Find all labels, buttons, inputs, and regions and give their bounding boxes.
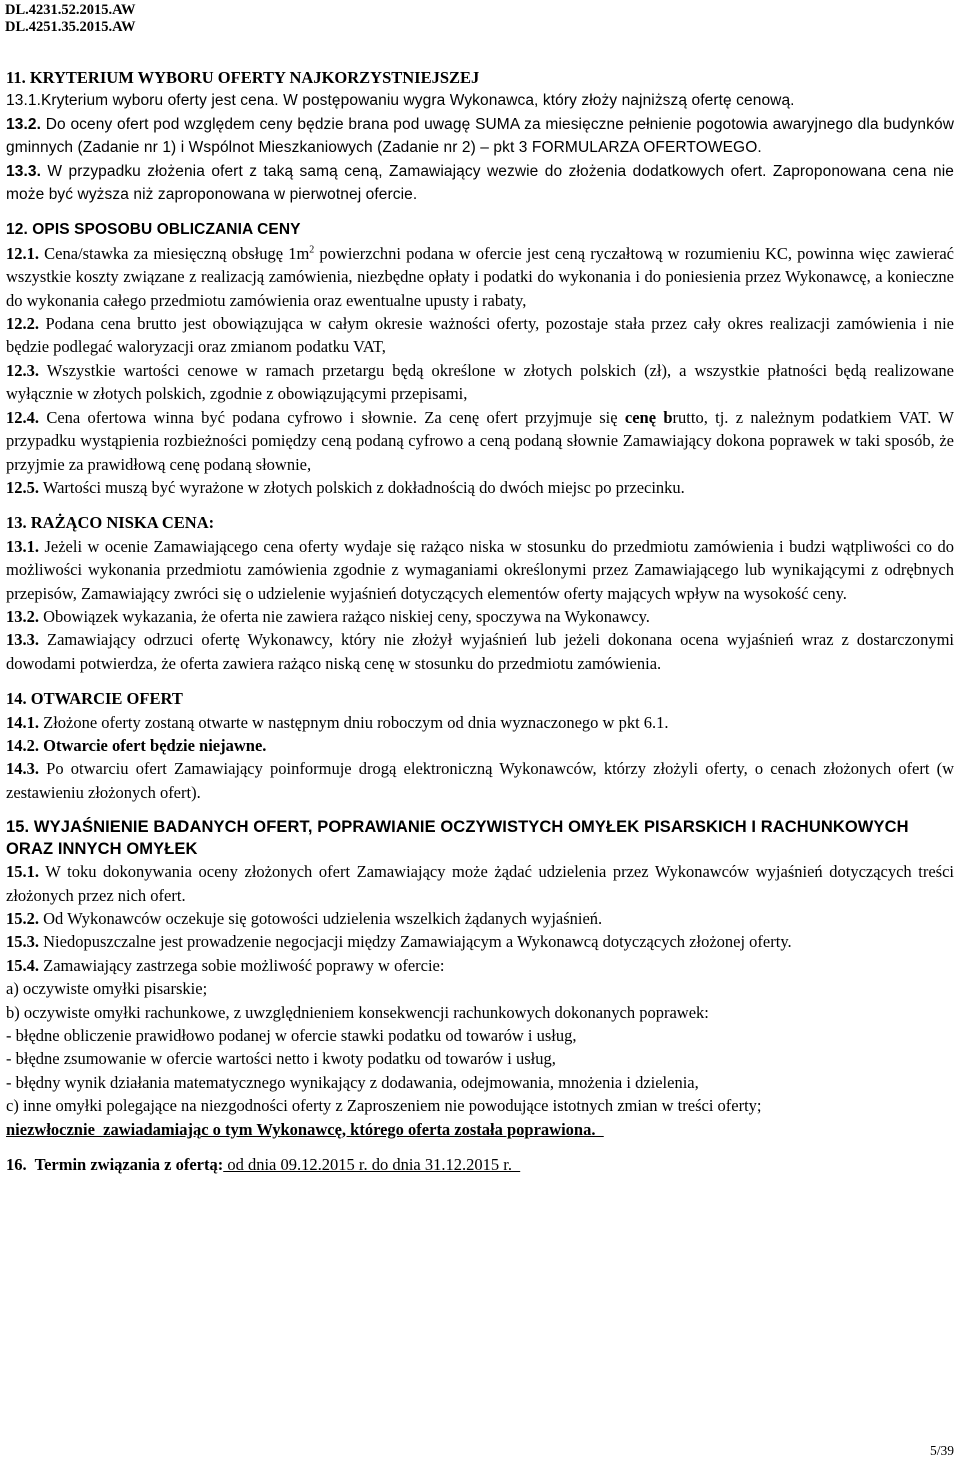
paragraph-number: 14.2. xyxy=(6,735,39,755)
section-14-title: 14. OTWARCIE OFERT xyxy=(6,689,183,709)
section-13-paragraph-3 xyxy=(6,628,954,675)
paragraph-text: Podana cena brutto jest obowiązująca w całym okresie ważności oferty, pozostaje stała przez cały okres realizacji zamówienia i nie będzie podlegać waloryzacji oraz zmianom podatku VAT, xyxy=(6,314,954,357)
paragraph-text: Wartości muszą być wyrażone w złotych polskich z dokładnością do dwóch miejsc po przecinku. xyxy=(39,477,685,497)
reference-number-1: DL.4231.52.2015.AW xyxy=(5,2,136,18)
paragraph-number: 13.2. xyxy=(6,606,39,626)
section-12-paragraph-2 xyxy=(6,312,954,359)
section-15-paragraph-3 xyxy=(6,930,954,953)
paragraph-number: 15.1. xyxy=(6,862,39,882)
paragraph-text: Niedopuszczalne jest prowadzenie negocjacji między Zamawiającym a Wykonawcą dotyczących złożonej oferty. xyxy=(39,932,792,952)
reference-numbers xyxy=(5,2,136,36)
paragraph-text: rutto, tj. z należnym podatkiem VAT. W przypadku wystąpienia rozbieżności pomiędzy ceną podaną cyfrowo a ceną podaną słownie Zamawiający dokona poprawek w taki sposób, że przyjmie za prawidłową cenę podaną słownie, xyxy=(6,407,954,474)
section-11-paragraph-3 xyxy=(6,160,954,207)
list-item: a) oczywiste omyłki pisarskie; xyxy=(6,979,208,999)
paragraph-text: Do oceny ofert pod względem ceny będzie brana pod uwagę SUMA za miesięczne pełnienie pogotowia awaryjnego dla budynków gminnych (Zadanie nr 1) i Wspólnot Mieszkaniowych (Zadanie nr 2) – pkt 3 FORMULARZA OFERTOWEGO. xyxy=(6,115,954,157)
section-13-paragraph-2 xyxy=(6,605,954,628)
paragraph-text: Wszystkie wartości cenowe w ramach przetargu będą określone w złotych polskich (zł), a wszystkie płatności będą realizowane wyłącznie w złotych polskich, zgodnie z obowiązującymi przepisami, xyxy=(6,360,954,404)
paragraph-text: Jeżeli w ocenie Zamawiającego cena oferty wydaje się rażąco niska w stosunku do przedmiotu zamówienia i budzi wątpliwości co do możliwości wykonania przedmiotu zamówienia zgodnie z wymaganiami określonymi przez Zamawiającego lub wynikającymi z odrębnych przepisów, Zamawiający zwróci się o udzielenie wyjaśnień dotyczących elementów oferty mających wpływ na wysokość ceny. xyxy=(6,536,954,603)
paragraph-number: 13.3. xyxy=(6,630,39,650)
section-12-paragraph-3 xyxy=(6,359,954,406)
section-11-paragraph-2 xyxy=(6,113,954,160)
paragraph-number: 15.2. xyxy=(6,909,39,928)
paragraph-text: Zamawiający zastrzega sobie możliwość poprawy w ofercie: xyxy=(39,955,445,975)
paragraph-text: Obowiązek wykazania, że oferta nie zawiera rażąco niskiej ceny, spoczywa na Wykonawcy. xyxy=(39,606,650,626)
section-15-paragraph-4 xyxy=(6,954,954,977)
paragraph-text: Po otwarciu ofert Zamawiający poinformuje drogą elektroniczną Wykonawców, którzy złożyli oferty, o cenach złożonych ofert (w zestawieniu złożonych ofert). xyxy=(6,759,954,802)
section-12-paragraph-5 xyxy=(6,476,954,499)
paragraph-text: Od Wykonawców oczekuje się gotowości udzielenia wszelkich żądanych wyjaśnień. xyxy=(39,909,603,928)
paragraph-text: Cena ofertowa winna być podana cyfrowo i słownie. Za cenę ofert przyjmuje się xyxy=(39,407,625,427)
section-14-paragraph-2 xyxy=(6,734,954,757)
paragraph-text: Złożone oferty zostaną otwarte w następnym dniu roboczym od dnia wyznaczonego w pkt 6.1. xyxy=(39,712,669,732)
paragraph-number: 12.1. xyxy=(6,243,39,263)
paragraph-text: W toku dokonywania oceny złożonych ofert Zamawiający może żądać udzielenia przez Wykonawców wyjaśnień dotyczących treści złożonych przez nich ofert. xyxy=(6,862,954,905)
paragraph-text: Zamawiający odrzuci ofertę Wykonawcy, który nie złożył wyjaśnień lub jeżeli dokonana ocena wyjaśnień wraz z dostarczonymi dowodami potwierdza, że oferta zawiera rażąco niską cenę w stosunku do przedmiotu zamówienia. xyxy=(6,630,954,673)
list-item: - błędny wynik działania matematycznego wynikający z dodawania, odejmowania, mnożenia i dzielenia, xyxy=(6,1072,699,1092)
paragraph-number: 14.1. xyxy=(6,712,39,732)
document-body xyxy=(6,66,954,1176)
paragraph-number: 12.4. xyxy=(6,407,39,427)
paragraph-text: Otwarcie ofert będzie niejawne. xyxy=(39,735,267,755)
paragraph-text: powierzchni podana w ofercie jest ceną ryczałtową w rozumieniu KC, powinna więc zawierać wszystkie koszty związane z realizacją zamówienia, niezbędne opłaty i podatki do wykonania i do poniesienia przez Wykonawcę, a konieczne do wykonania całego przedmiotu zamówienia oraz ewentualne upusty i rabaty, xyxy=(6,243,954,310)
list-item: - błędne zsumowanie w ofercie wartości netto i kwoty podatku od towarów i usług, xyxy=(6,1049,556,1069)
paragraph-number: 12.2. xyxy=(6,314,39,334)
reference-number-2: DL.4251.35.2015.AW xyxy=(5,19,136,35)
section-13-paragraph-1 xyxy=(6,535,954,605)
binding-period-label: 16. Termin związania z ofertą: xyxy=(6,1155,224,1175)
section-14-paragraph-3 xyxy=(6,757,954,804)
paragraph-number: 15.3. xyxy=(6,932,39,952)
section-11-paragraph-1: 13.1.Kryterium wyboru oferty jest cena. W postępowaniu wygra Wykonawca, który złoży najniższą ofertę cenową. xyxy=(6,92,795,110)
section-11-title: 11. KRYTERIUM WYBORU OFERTY NAJKORZYSTNIEJSZEJ xyxy=(6,68,480,87)
correction-notice: niezwłocznie zawiadamiając o tym Wykonawcę, którego oferta została poprawiona. xyxy=(6,1119,604,1139)
list-item: - błędne obliczenie prawidłowo podanej w ofercie stawki podatku od towarów i usług, xyxy=(6,1026,577,1046)
section-12-paragraph-4 xyxy=(6,406,954,476)
section-16-binding-period xyxy=(6,1153,954,1176)
paragraph-text: W przypadku złożenia ofert z taką samą ceną, Zamawiający wezwie do złożenia dodatkowych ofert. Zaproponowana cena nie może być wyższa niż zaproponowana w pierwotnej ofercie. xyxy=(6,162,954,204)
paragraph-number: 15.4. xyxy=(6,955,39,975)
paragraph-number: 13.2. xyxy=(6,115,41,133)
paragraph-text: Cena/stawka za miesięczną obsługę 1m xyxy=(39,243,310,263)
page-number: 5/39 xyxy=(929,1443,954,1458)
paragraph-number: 13.3. xyxy=(6,162,41,180)
section-12-title: 12. OPIS SPOSOBU OBLICZANIA CENY xyxy=(6,221,301,239)
section-14-paragraph-1 xyxy=(6,711,954,734)
section-12-paragraph-1 xyxy=(6,242,954,312)
binding-period-value: od dnia 09.12.2015 r. do dnia 31.12.2015 r. xyxy=(223,1155,521,1175)
section-15-paragraph-1 xyxy=(6,860,954,907)
paragraph-number: 12.5. xyxy=(6,477,39,497)
section-15-title: 15. WYJAŚNIENIE BADANYCH OFERT, POPRAWIANIE OCZYWISTYCH OMYŁEK PISARSKICH I RACHUNKOWYCH ORAZ INNYCH OMYŁEK xyxy=(6,818,909,859)
section-15-paragraph-2 xyxy=(6,907,954,930)
paragraph-number: 13.1. xyxy=(6,536,39,556)
paragraph-number: 14.3. xyxy=(6,759,39,779)
list-item: b) oczywiste omyłki rachunkowe, z uwzględnieniem konsekwencji rachunkowych dokonanych poprawek: xyxy=(6,1002,709,1022)
paragraph-number: 12.3. xyxy=(6,360,39,380)
bold-text: cenę b xyxy=(624,407,673,427)
superscript: 2 xyxy=(309,244,315,256)
section-13-title: 13. RAŻĄCO NISKA CENA: xyxy=(6,513,215,533)
list-item: c) inne omyłki polegające na niezgodności oferty z Zaproszeniem nie powodujące istotnych zmian w treści oferty; xyxy=(6,1096,762,1116)
